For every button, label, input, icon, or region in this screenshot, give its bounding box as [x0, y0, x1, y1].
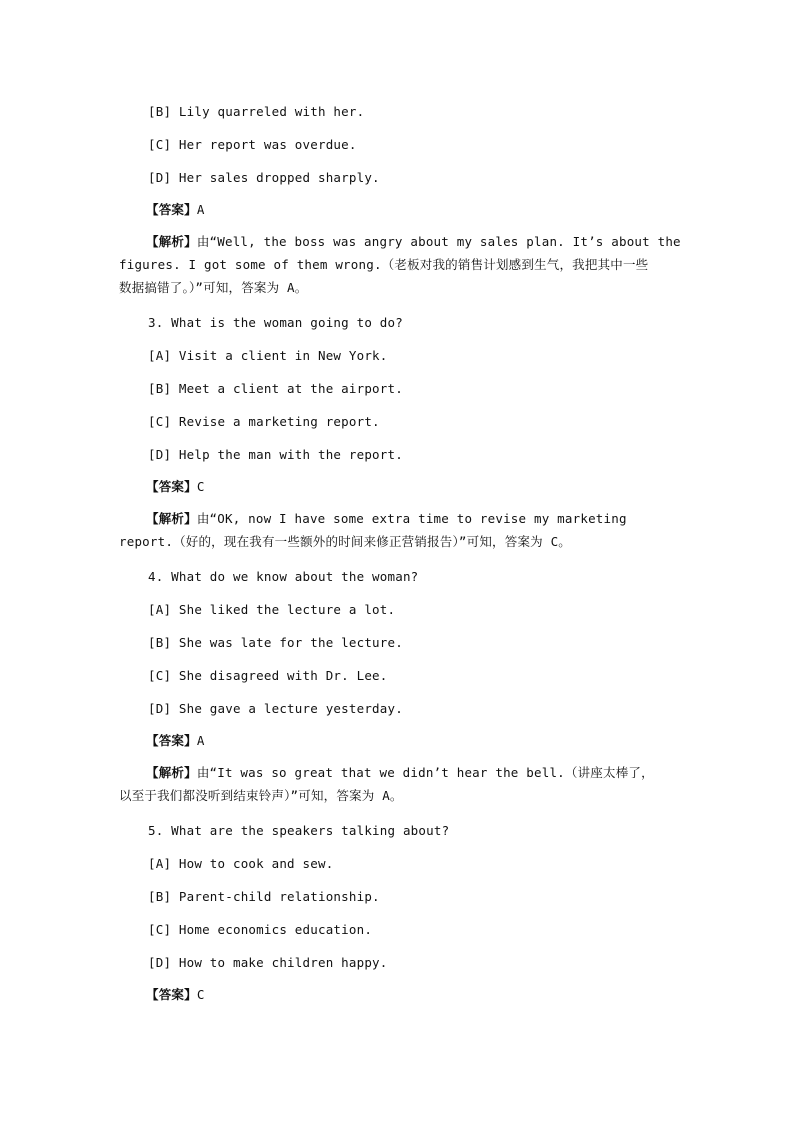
option-b: [B] Meet a client at the airport.: [148, 381, 403, 396]
answer-value: A: [196, 202, 205, 217]
answer-line: [146, 476, 205, 498]
explanation-line: [146, 231, 681, 253]
option-c: [C] Home economics education.: [148, 922, 373, 937]
option-b: [B] Parent-child relationship.: [148, 889, 380, 904]
answer-line: [146, 730, 205, 752]
question-5: 5. What are the speakers talking about?: [148, 823, 450, 838]
answer-line: [146, 199, 205, 221]
option-d: [D] She gave a lecture yesterday.: [148, 701, 403, 716]
explanation-continuation: 以至于我们都没听到结束铃声）”可知，答案为 A。: [119, 788, 403, 803]
explanation-continuation: report.（好的，现在我有一些额外的时间来修正营销报告）”可知，答案为 C。: [119, 534, 572, 549]
option-d: [D] Her sales dropped sharply.: [148, 170, 380, 185]
answer-tag: 【答案】: [146, 479, 197, 494]
explanation-text: 由“It was so great that we didn’t hear the bell.（讲座太棒了，: [196, 765, 654, 780]
answer-tag: 【答案】: [146, 202, 197, 217]
option-c: [C] Her report was overdue.: [148, 137, 357, 152]
explanation-line: [146, 762, 654, 784]
option-d: [D] Help the man with the report.: [148, 447, 403, 462]
explanation-tag: 【解析】: [146, 234, 197, 249]
question-4: 4. What do we know about the woman?: [148, 569, 419, 584]
option-c: [C] Revise a marketing report.: [148, 414, 380, 429]
option-d: [D] How to make children happy.: [148, 955, 388, 970]
option-c: [C] She disagreed with Dr. Lee.: [148, 668, 388, 683]
explanation-line: [146, 508, 627, 530]
explanation-tag: 【解析】: [146, 511, 197, 526]
explanation-continuation: 数据搞错了。）”可知，答案为 A。: [119, 280, 308, 295]
answer-value: A: [196, 733, 205, 748]
answer-value: C: [196, 987, 205, 1002]
option-a: [A] How to cook and sew.: [148, 856, 334, 871]
option-a: [A] Visit a client in New York.: [148, 348, 388, 363]
answer-value: C: [196, 479, 205, 494]
answer-line: [146, 984, 205, 1006]
option-b: [B] She was late for the lecture.: [148, 635, 403, 650]
explanation-tag: 【解析】: [146, 765, 197, 780]
question-3: 3. What is the woman going to do?: [148, 315, 403, 330]
explanation-text: 由“OK, now I have some extra time to revise my marketing: [196, 511, 627, 526]
answer-tag: 【答案】: [146, 733, 197, 748]
explanation-continuation: figures. I got some of them wrong.（老板对我的销售计划感到生气，我把其中一些: [119, 257, 649, 272]
option-a: [A] She liked the lecture a lot.: [148, 602, 396, 617]
answer-tag: 【答案】: [146, 987, 197, 1002]
explanation-text: 由“Well, the boss was angry about my sales plan. It’s about the: [196, 234, 681, 249]
option-b: [B] Lily quarreled with her.: [148, 104, 365, 119]
